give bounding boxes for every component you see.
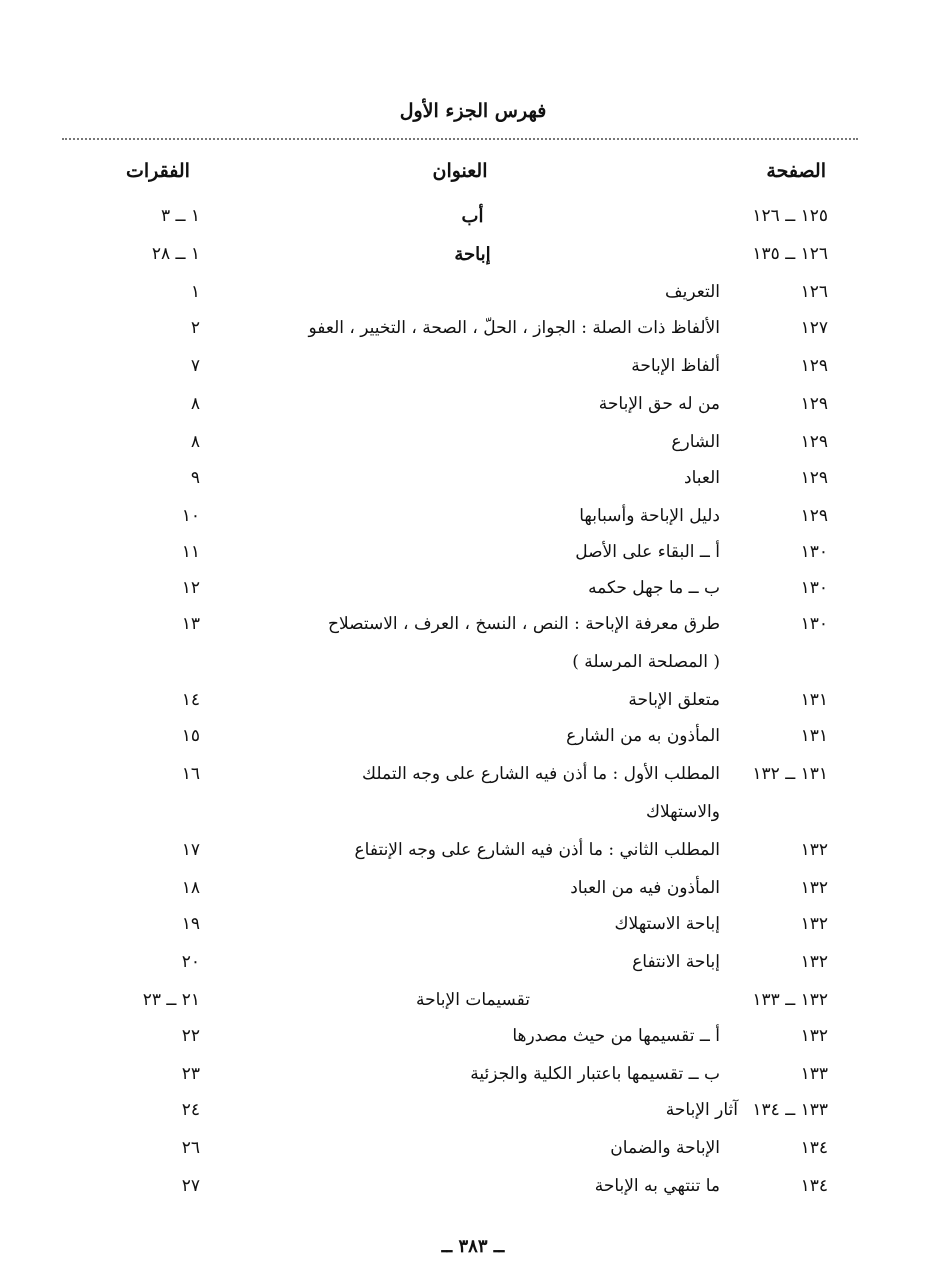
row-page: ١٣٢: [800, 914, 828, 934]
row-paragraphs: ١١: [181, 542, 200, 562]
index-row: [0, 244, 946, 280]
row-paragraphs: ١: [190, 282, 200, 302]
row-page: ١٣٢: [800, 878, 828, 898]
row-title: الشارع: [671, 432, 720, 452]
index-row: [0, 394, 946, 430]
index-row: [0, 614, 946, 650]
row-page: ١٢٧: [800, 318, 828, 338]
row-paragraphs: ٢٢: [181, 1026, 200, 1046]
index-row: [0, 990, 946, 1026]
row-paragraphs: ١٥: [181, 726, 200, 746]
row-page: ١٣٠: [800, 542, 828, 562]
row-paragraphs: ٢: [190, 318, 200, 338]
index-row: [0, 1176, 946, 1212]
index-row: [0, 1064, 946, 1100]
index-row: [0, 952, 946, 988]
row-title: المطلب الثاني : ما أذن فيه الشارع على وجه الإنتفاع: [354, 840, 720, 860]
row-page: ١٣٠: [800, 578, 828, 598]
row-title: ألفاظ الإباحة: [631, 356, 720, 376]
row-paragraphs: ١ ــ ٣: [160, 206, 200, 226]
row-title: إباحة الاستهلاك: [614, 914, 720, 934]
row-page: ١٢٩: [800, 432, 828, 452]
row-title: الإباحة والضمان: [610, 1138, 720, 1158]
row-page: ١٣٣ ــ ١٣٤: [752, 1100, 828, 1120]
row-title: ما تنتهي به الإباحة: [594, 1176, 720, 1196]
row-page: ١٣١: [800, 726, 828, 746]
row-title: إباحة الانتفاع: [632, 952, 720, 972]
index-row: [0, 1138, 946, 1174]
index-row: [0, 468, 946, 504]
row-page: ١٣٠: [800, 614, 828, 634]
row-page: ١٣١ ــ ١٣٢: [752, 764, 828, 784]
index-row: [0, 840, 946, 876]
row-page: ١٢٩: [800, 394, 828, 414]
row-paragraphs: ٢١ ــ ٢٣: [142, 990, 200, 1010]
row-paragraphs: ١٢: [181, 578, 200, 598]
row-paragraphs: ٧: [190, 356, 200, 376]
row-page: ١٢٥ ــ ١٢٦: [752, 206, 828, 226]
row-title: طرق معرفة الإباحة : النص ، النسخ ، العرف ، الاستصلاح: [328, 614, 720, 634]
row-page: ١٣٢: [800, 840, 828, 860]
row-title: أ ــ البقاء على الأصل: [575, 542, 720, 562]
index-row: [0, 282, 946, 318]
row-title: المطلب الأول : ما أذن فيه الشارع على وجه التملك: [362, 764, 720, 784]
index-row: [0, 690, 946, 726]
row-page: ١٣٤: [800, 1176, 828, 1196]
row-title: آثار الإباحة: [665, 1100, 738, 1120]
row-paragraphs: ١ ــ ٢٨: [151, 244, 200, 264]
row-page: ١٢٩: [800, 506, 828, 526]
column-header-paragraphs: الفقرات: [126, 160, 190, 182]
row-page: ١٢٩: [800, 356, 828, 376]
row-paragraphs: ١٣: [181, 614, 200, 634]
row-title: ( المصلحة المرسلة ): [572, 652, 720, 672]
row-paragraphs: ١٨: [181, 878, 200, 898]
row-paragraphs: ١٩: [181, 914, 200, 934]
row-title: الألفاظ ذات الصلة : الجواز ، الحلّ ، الصحة ، التخيير ، العفو: [308, 318, 720, 338]
row-paragraphs: ٩: [190, 468, 200, 488]
row-page: ١٣٢ ــ ١٣٣: [752, 990, 828, 1010]
row-paragraphs: ١٧: [181, 840, 200, 860]
index-row: [0, 914, 946, 950]
row-title: أب: [461, 206, 484, 227]
row-title: ب ــ ما جهل حكمه: [588, 578, 720, 598]
header-divider: [62, 138, 858, 140]
column-header-page: الصفحة: [766, 160, 826, 182]
index-row: [0, 1026, 946, 1062]
index-row: [0, 652, 946, 688]
row-paragraphs: ٢٤: [181, 1100, 200, 1120]
row-page: ١٣٣: [800, 1064, 828, 1084]
row-title: المأذون فيه من العباد: [570, 878, 720, 898]
page-number: ــ ٣٨٣ ــ: [441, 1236, 505, 1257]
row-title: التعريف: [665, 282, 720, 302]
row-paragraphs: ٨: [190, 394, 200, 414]
column-header-title: العنوان: [432, 160, 488, 182]
row-title: دليل الإباحة وأسبابها: [579, 506, 720, 526]
index-row: [0, 764, 946, 800]
row-page: ١٢٦ ــ ١٣٥: [752, 244, 828, 264]
row-paragraphs: ٢٧: [181, 1176, 200, 1196]
row-paragraphs: ٨: [190, 432, 200, 452]
row-paragraphs: ١٦: [181, 764, 200, 784]
row-title: ب ــ تقسيمها باعتبار الكلية والجزئية: [470, 1064, 720, 1084]
row-page: ١٣١: [800, 690, 828, 710]
index-row: [0, 356, 946, 392]
index-row: [0, 578, 946, 614]
row-paragraphs: ١٤: [181, 690, 200, 710]
index-row: [0, 432, 946, 468]
index-row: [0, 802, 946, 838]
index-row: [0, 1100, 946, 1136]
row-page: ١٢٦: [800, 282, 828, 302]
row-paragraphs: ٢٣: [181, 1064, 200, 1084]
row-page: ١٣٢: [800, 1026, 828, 1046]
row-paragraphs: ٢٦: [181, 1138, 200, 1158]
row-title: من له حق الإباحة: [598, 394, 720, 414]
index-row: [0, 318, 946, 354]
row-title: العباد: [684, 468, 720, 488]
index-row: [0, 506, 946, 542]
row-title: متعلق الإباحة: [628, 690, 720, 710]
index-row: [0, 542, 946, 578]
index-row: [0, 726, 946, 762]
row-title: والاستهلاك: [646, 802, 720, 822]
row-title: المأذون به من الشارع: [566, 726, 720, 746]
index-row: [0, 878, 946, 914]
row-title: تقسيمات الإباحة: [416, 990, 530, 1010]
row-page: ١٣٢: [800, 952, 828, 972]
row-page: ١٢٩: [800, 468, 828, 488]
index-row: [0, 206, 946, 242]
row-title: أ ــ تقسيمها من حيث مصدرها: [512, 1026, 720, 1046]
row-page: ١٣٤: [800, 1138, 828, 1158]
page-header: فهرس الجزء الأول: [399, 100, 547, 122]
row-paragraphs: ٢٠: [181, 952, 200, 972]
row-title: إباحة: [454, 244, 491, 265]
row-paragraphs: ١٠: [181, 506, 200, 526]
